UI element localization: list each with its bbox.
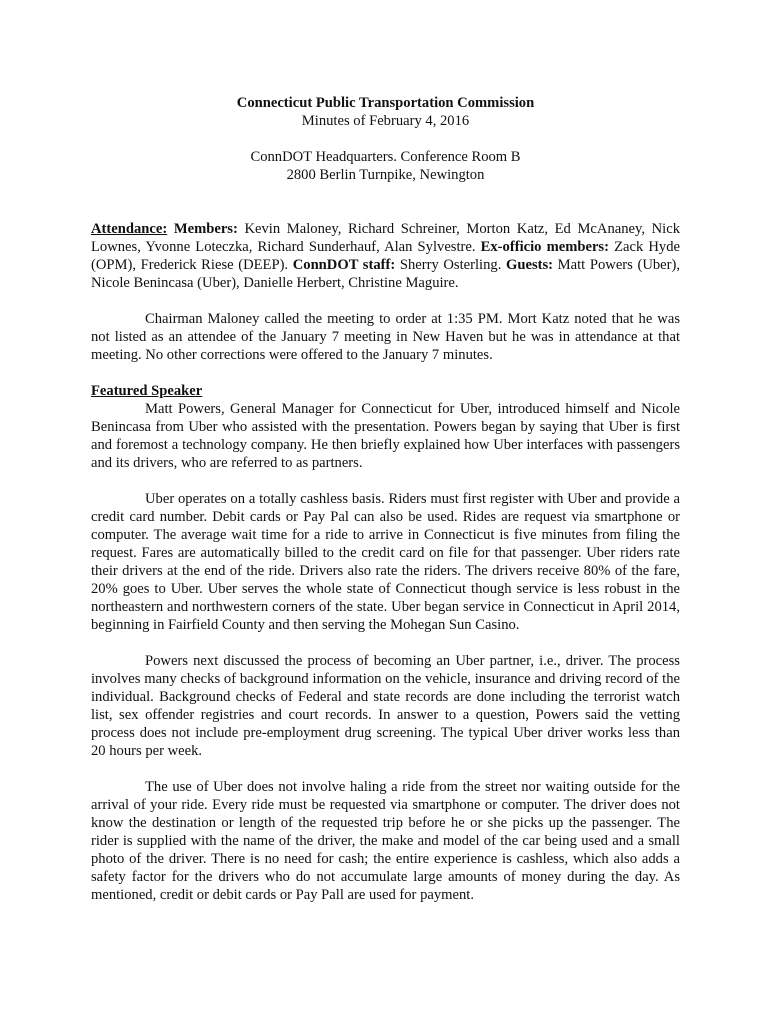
ex-officio-label: Ex-officio members:: [480, 239, 609, 255]
ex-officio-list: Zack Hyde (OPM), Frederick Riese (DEEP).: [91, 239, 680, 273]
speaker-paragraph-1: Matt Powers, General Manager for Connecticut for Uber, introduced himself and Nicole Benincasa from Uber who assisted with the presentation. Powers began by saying that Uber is first and foremost a technology company. He then briefly explained how Uber interfaces with passengers and its drivers, who are referred to as partners.: [91, 401, 680, 471]
minutes-date: Minutes of February 4, 2016: [301, 113, 470, 129]
org-title: Connecticut Public Transportation Commission: [236, 95, 535, 111]
guests-label: Guests:: [506, 257, 554, 273]
staff-label: ConnDOT staff:: [292, 257, 396, 273]
document-page: [91, 94, 680, 904]
staff-list: Sherry Osterling.: [399, 257, 502, 273]
attendance-paragraph: [91, 220, 680, 292]
document-header: [91, 94, 680, 184]
location-line-2: 2800 Berlin Turnpike, Newington: [286, 167, 485, 183]
opening-paragraph: Chairman Maloney called the meeting to order at 1:35 PM. Mort Katz noted that he was not listed as an attendee of the January 7 meeting in New Haven but he was in attendance at that meeting. No other corrections were offered to the January 7 minutes.: [91, 311, 680, 363]
members-label: Members:: [173, 221, 238, 237]
members-list: Kevin Maloney, Richard Schreiner, Morton Katz, Ed McAnaney, Nick Lownes, Yvonne Loteczka, Richard Sunderhauf, Alan Sylvestre.: [91, 221, 680, 255]
attendance-label: Attendance:: [91, 221, 168, 237]
featured-speaker-title: Featured Speaker: [91, 383, 203, 399]
speaker-paragraph-2: Uber operates on a totally cashless basis. Riders must first register with Uber and provide a credit card number. Debit cards or Pay Pal can also be used. Rides are request via smartphone or computer. The average wait time for a ride to arrive in Connecticut is five minutes from filing the request. Fares are automatically billed to the credit card on file for that passenger. Uber riders rate their drivers at the end of the ride. Drivers also rate the riders. The drivers receive 80% of the fare, 20% goes to Uber. Uber serves the whole state of Connecticut though service is less robust in the northeastern and northwestern corners of the state. Uber began service in Connecticut in April 2014, beginning in Fairfield County and then serving the Mohegan Sun Casino.: [91, 491, 680, 633]
guests-list: Matt Powers (Uber), Nicole Benincasa (Uber), Danielle Herbert, Christine Maguire.: [91, 257, 681, 291]
speaker-paragraph-3: Powers next discussed the process of becoming an Uber partner, i.e., driver. The process involves many checks of background information on the vehicle, insurance and driving record of the individual. Background checks of Federal and state records are done including the terrorist watch list, sex offender registries and court records. In answer to a question, Powers said the vetting process does not include pre-employment drug screening. The typical Uber driver works less than 20 hours per week.: [91, 653, 680, 759]
location-line-1: ConnDOT Headquarters. Conference Room B: [250, 149, 521, 165]
speaker-paragraph-4: The use of Uber does not involve haling a ride from the street nor waiting outside for the arrival of your ride. Every ride must be requested via smartphone or computer. The driver does not know the destination or length of the requested trip before he or she picks up the passenger. The rider is supplied with the name of the driver, the make and model of the car being used and a small photo of the driver. There is no need for cash; the entire experience is cashless, which also adds a safety factor for the drivers who do not accumulate large amounts of money during the day. As mentioned, credit or debit cards or Pay Pall are used for payment.: [91, 779, 680, 903]
